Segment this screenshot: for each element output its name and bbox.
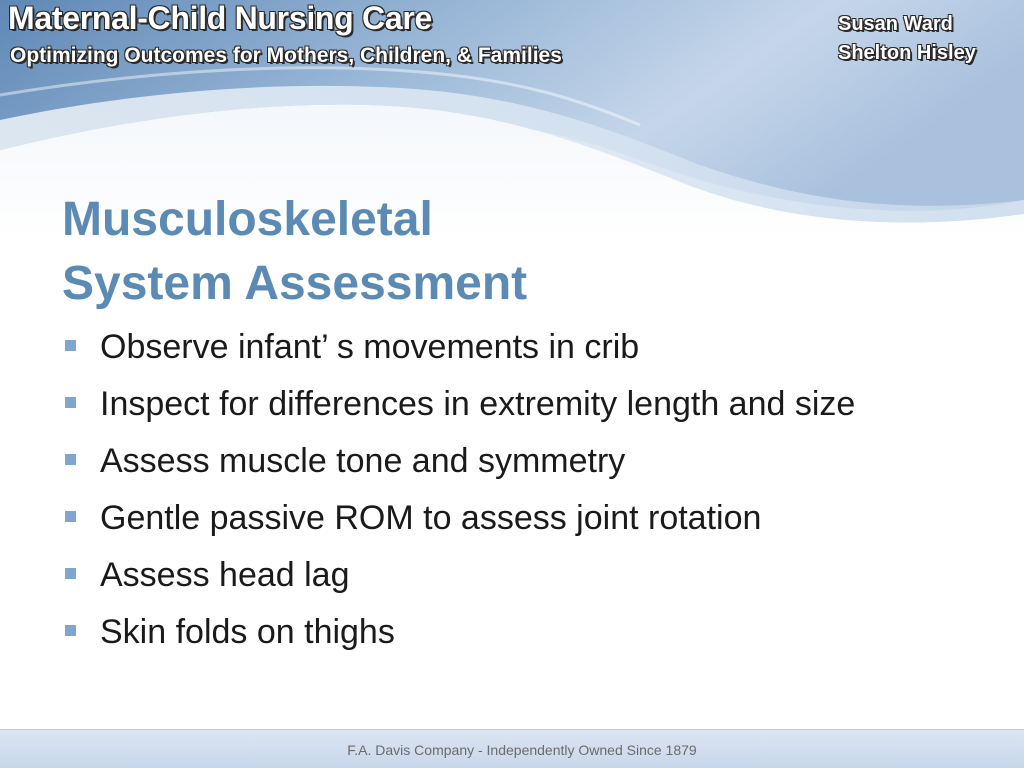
bullet-list (62, 324, 962, 666)
author-name: Susan Ward (838, 13, 953, 35)
bullet-item (62, 381, 962, 427)
square-bullet-icon (65, 454, 76, 465)
bullet-text: Gentle passive ROM to assess joint rotation (100, 499, 762, 537)
square-bullet-icon (65, 625, 76, 636)
slide-title (62, 188, 527, 316)
author-name: Shelton Hisley (838, 42, 976, 64)
bullet-text: Inspect for differences in extremity length and size (100, 385, 856, 423)
bullet-text: Skin folds on thighs (100, 613, 395, 651)
square-bullet-icon (65, 511, 76, 522)
author-list (838, 10, 976, 68)
book-subtitle: Optimizing Outcomes for Mothers, Children, & Families (10, 44, 562, 67)
bullet-item (62, 609, 962, 655)
square-bullet-icon (65, 568, 76, 579)
bullet-item (62, 495, 962, 541)
bullet-item (62, 552, 962, 598)
bullet-item (62, 438, 962, 484)
bullet-text: Assess head lag (100, 556, 350, 594)
slide-title-line: Musculoskeletal (62, 193, 433, 246)
bullet-text: Assess muscle tone and symmetry (100, 442, 626, 480)
footer-bar (0, 729, 1024, 768)
book-title: Maternal-Child Nursing Care (8, 0, 432, 36)
bullet-item (62, 324, 962, 370)
footer-text: F.A. Davis Company - Independently Owned Since 1879 (347, 742, 697, 758)
square-bullet-icon (65, 397, 76, 408)
square-bullet-icon (65, 340, 76, 351)
slide-title-line: System Assessment (62, 257, 528, 310)
bullet-text: Observe infant’ s movements in crib (100, 328, 640, 366)
